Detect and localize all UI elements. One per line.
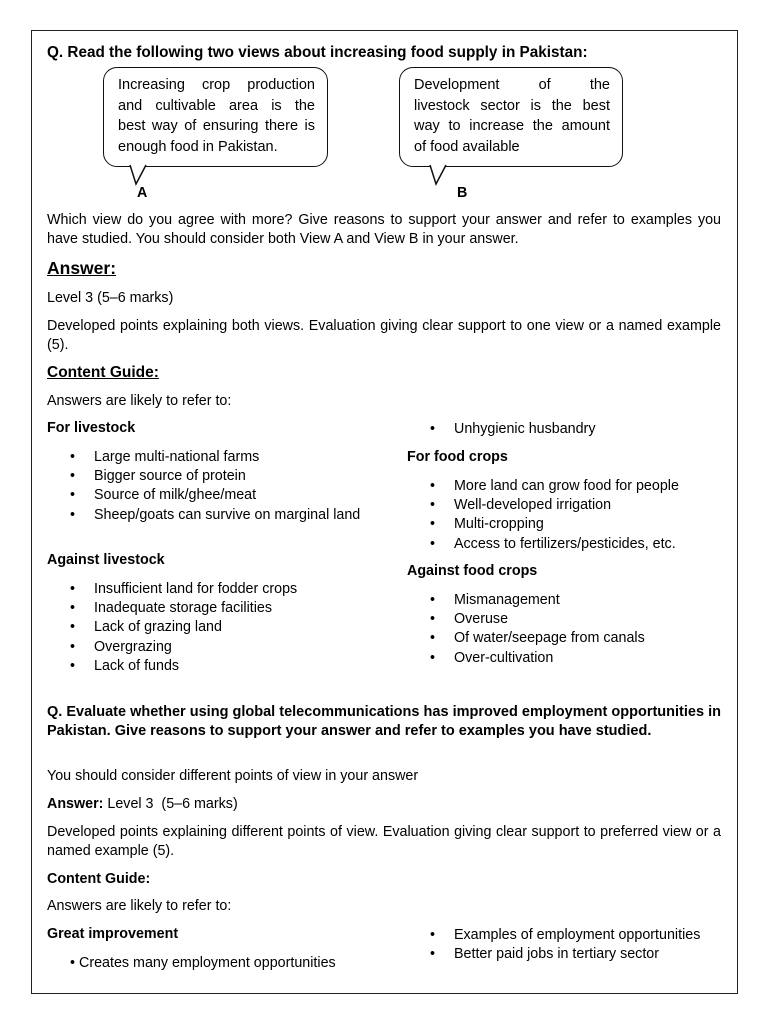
list-item: • Of water/seepage from canals [407, 629, 727, 648]
list-item: • Better paid jobs in tertiary sector [407, 945, 727, 964]
list-item: • Unhygienic husbandry [407, 420, 727, 439]
view-a-label: A [137, 185, 148, 201]
question-2-content-guide: Content Guide: [47, 871, 151, 887]
livestock-continued-list [407, 420, 727, 439]
against-livestock-heading: Against livestock [47, 552, 165, 568]
against-livestock-list [47, 580, 362, 676]
list-item: • Lack of funds [47, 657, 362, 676]
question-2-consider: You should consider different points of view in your answer [47, 768, 419, 784]
list-item: • Over-cultivation [407, 649, 727, 668]
list-item: • Lack of grazing land [47, 618, 362, 637]
list-item: Creates many employment opportunities [79, 955, 336, 971]
for-livestock-list [47, 448, 362, 525]
view-b-bubble [399, 67, 623, 167]
list-item: • Sheep/goats can survive on marginal land [47, 506, 362, 525]
question-2-answer-line [47, 795, 238, 814]
list-item: • Bigger source of protein [47, 467, 362, 486]
list-item: • Well-developed irrigation [407, 496, 727, 515]
for-livestock-heading: For livestock [47, 420, 136, 436]
list-item: • Large multi-national farms [47, 448, 362, 467]
list-item: • Mismanagement [407, 591, 727, 610]
view-b-line: way to increase the amount [414, 118, 610, 134]
list-item: • Overgrazing [47, 638, 362, 657]
view-a-line: Increasing crop production [118, 77, 315, 93]
list-item: • Source of milk/ghee/meat [47, 486, 362, 505]
view-a-line: enough food in Pakistan. [118, 138, 278, 155]
content-guide-heading: Content Guide: [47, 364, 159, 381]
list-item: • Overuse [407, 610, 727, 629]
list-item: • Examples of employment opportunities [407, 926, 727, 945]
answer-label: Answer: [47, 796, 104, 812]
answer-heading: Answer: [47, 258, 117, 278]
question-1-instruction: Which view do you agree with more? Give reasons to support your answer and refer to examples you have studied. You should consider both View A and View B in your answer. [47, 212, 721, 247]
great-improvement-item [70, 954, 336, 973]
question-1-title: Q. Read the following two views about increasing food supply in Pakistan: [47, 44, 588, 61]
view-b-line: livestock sector is the best [414, 97, 610, 114]
answer-level: Level 3 (5–6 marks) [107, 796, 238, 812]
view-a-bubble-tail [128, 164, 158, 186]
question-2-title: Q. Evaluate whether using global telecommunications has improved employment opportunities in Pakistan. Give reasons to support your answer and refer to examples you have studied. [47, 704, 721, 739]
against-food-crops-heading: Against food crops [407, 563, 538, 579]
question-2-likely: Answers are likely to refer to: [47, 898, 232, 914]
view-b-line: of food available [414, 138, 520, 155]
list-item: • More land can grow food for people [407, 477, 727, 496]
for-food-crops-list [407, 477, 727, 554]
bullet: • [70, 955, 76, 971]
list-item: • Multi-cropping [407, 515, 727, 534]
great-improvement-heading: Great improvement [47, 926, 179, 942]
view-a-bubble [103, 67, 328, 167]
list-item: • Access to fertilizers/pesticides, etc. [407, 535, 727, 554]
question-2-right-list [407, 926, 727, 964]
level-text: Level 3 (5–6 marks) [47, 290, 174, 306]
question-2-level-description: Developed points explaining different points of view. Evaluation giving clear support to preferred view or a named example (5). [47, 824, 721, 859]
view-a-line: and cultivable area is the [118, 97, 315, 114]
list-item: • Insufficient land for fodder crops [47, 580, 362, 599]
view-b-bubble-tail [428, 164, 458, 186]
view-b-label: B [457, 185, 468, 201]
list-item: • Inadequate storage facilities [47, 599, 362, 618]
against-food-crops-list [407, 591, 727, 668]
likely-text: Answers are likely to refer to: [47, 393, 232, 409]
level-description: Developed points explaining both views. Evaluation giving clear support to one view or a named example (5). [47, 318, 721, 353]
view-b-line: Development of the [414, 77, 610, 93]
view-a-line: best way of ensuring there is [118, 118, 315, 134]
for-food-crops-heading: For food crops [407, 449, 508, 465]
